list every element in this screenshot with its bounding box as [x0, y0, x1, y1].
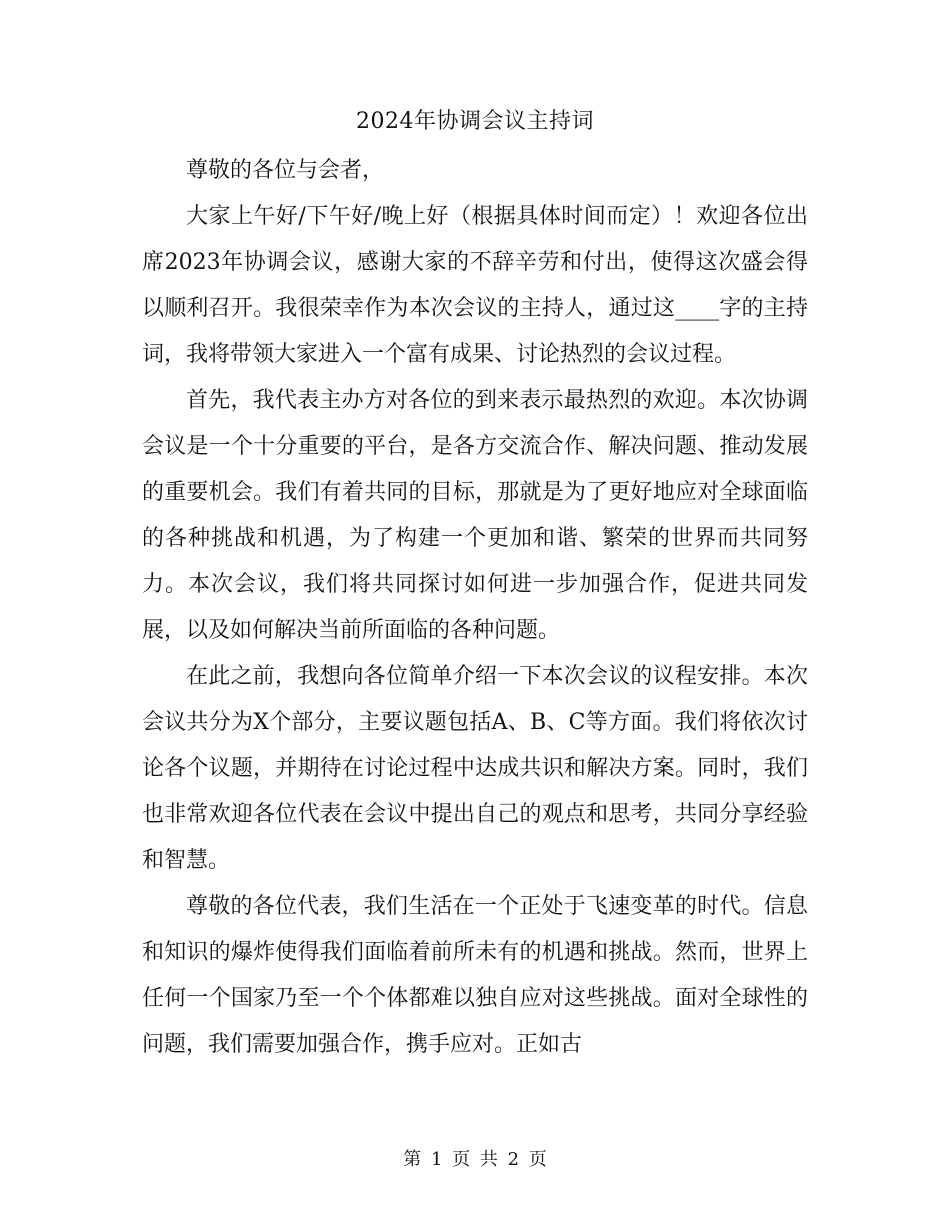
document-title: 2024年协调会议主持词 — [356, 109, 594, 134]
paragraph-agenda: 在此之前，我想向各位简单介绍一下本次会议的议程安排。本次会议共分为X个部分，主要议题包括A、B、C等方面。我们将依次讨论各个议题，并期待在讨论过程中达成共识和解决方案。同时，我们也非常欢迎各位代表在会议中提出自己的观点和思考，共同分享经验和智慧。 — [142, 664, 808, 873]
paragraph-host-welcome: 首先，我代表主办方对各位的到来表示最热烈的欢迎。本次协调会议是一个十分重要的平台，是各方交流合作、解决问题、推动发展的重要机会。我们有着共同的目标，那就是为了更好地应对全球面临的各种挑战和机遇，为了构建一个更加和谐、繁荣的世界而共同努力。本次会议，我们将共同探讨如何进一步加强合作，促进共同发展，以及如何解决当前所面临的各种问题。 — [142, 388, 808, 643]
document-body — [142, 148, 808, 1068]
paragraph-cooperation: 尊敬的各位代表，我们生活在一个正处于飞速变革的时代。信息和知识的爆炸使得我们面临着前所未有的机遇和挑战。然而，世界上任何一个国家乃至一个个体都难以独自应对这些挑战。面对全球性的问题，我们需要加强合作，携手应对。正如古 — [142, 894, 808, 1057]
page-footer: 第 1 页 共 2 页 — [403, 1149, 547, 1170]
paragraph-welcome: 大家上午好/下午好/晚上好（根据具体时间而定）！欢迎各位出席2023年协调会议，感谢大家的不辞辛劳和付出，使得这次盛会得以顺利召开。我很荣幸作为本次会议的主持人，通过这____字的主持词，我将带领大家进入一个富有成果、讨论热烈的会议过程。 — [142, 204, 808, 367]
paragraph-greeting: 尊敬的各位与会者， — [186, 158, 385, 183]
